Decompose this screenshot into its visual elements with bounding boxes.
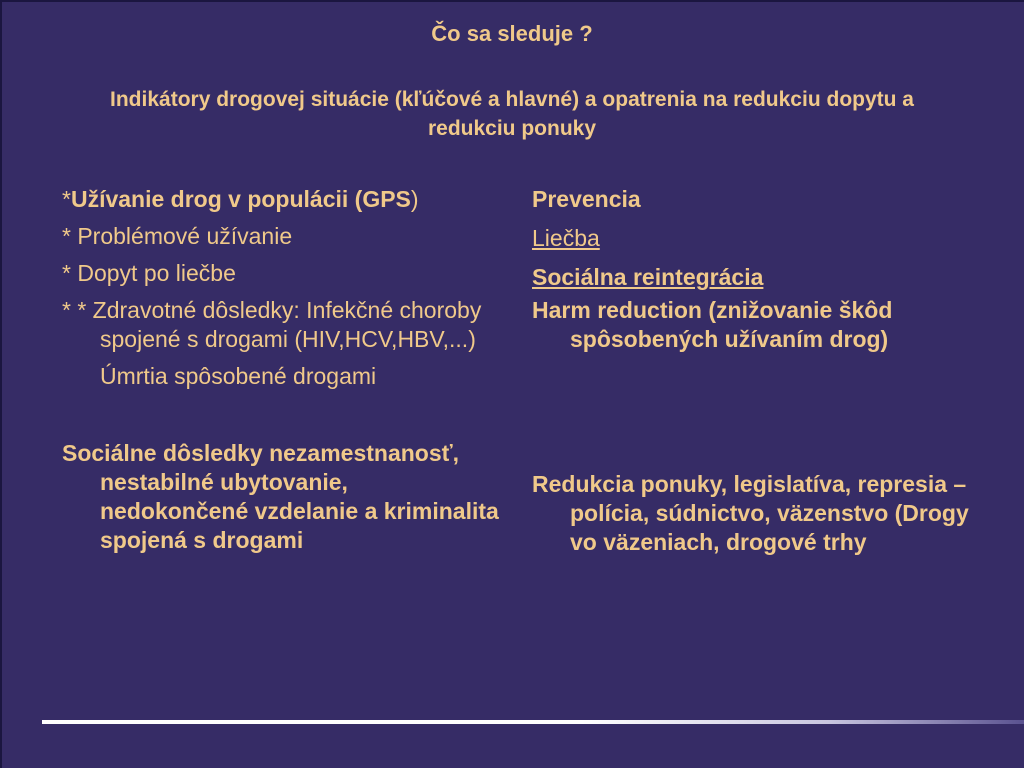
slide-left-edge [0, 0, 2, 768]
bullet-marker: * [62, 186, 71, 212]
slide-title: Čo sa sleduje ? [431, 21, 593, 46]
list-item-drug-deaths: Úmrtia spôsobené drogami [100, 363, 377, 389]
list-item-harm-reduction: Harm reduction (znižovanie škôd spôsobených užívaním drog) [532, 297, 893, 352]
slide-subtitle: Indikátory drogovej situácie (kľúčové a hlavné) a opatrenia na redukciu dopytu a redukciu ponuky [110, 88, 914, 140]
list-item-treatment-demand: * Dopyt po liečbe [62, 260, 236, 286]
link-social-reintegration[interactable]: Sociálna reintegrácia [532, 264, 764, 290]
population-use-label: Užívanie drog v populácii (GPS [70, 186, 411, 212]
population-use-end: ) [410, 186, 419, 212]
left-column [62, 185, 502, 555]
list-item-health-consequences: * * Zdravotné dôsledky: Infekčné choroby spojené s drogami (HIV,HCV,HBV,...) [62, 297, 482, 352]
list-item-social-consequences: Sociálne dôsledky nezamestnanosť, nestabilné ubytovanie, nedokončené vzdelanie a kriminalita spojená s drogami [62, 440, 499, 553]
slide-top-edge [0, 0, 1024, 2]
list-item-supply-reduction: Redukcia ponuky, legislatíva, represia – polícia, súdnictvo, väzenstvo (Drogy vo väzeniach, drogové trhy [532, 471, 969, 555]
right-column [532, 185, 982, 557]
link-treatment[interactable]: Liečba [532, 225, 600, 251]
list-item-problem-use: * Problémové užívanie [62, 223, 293, 249]
list-item-population-use [62, 185, 502, 214]
footer-divider [42, 720, 1024, 724]
list-item-prevention: Prevencia [532, 186, 641, 212]
